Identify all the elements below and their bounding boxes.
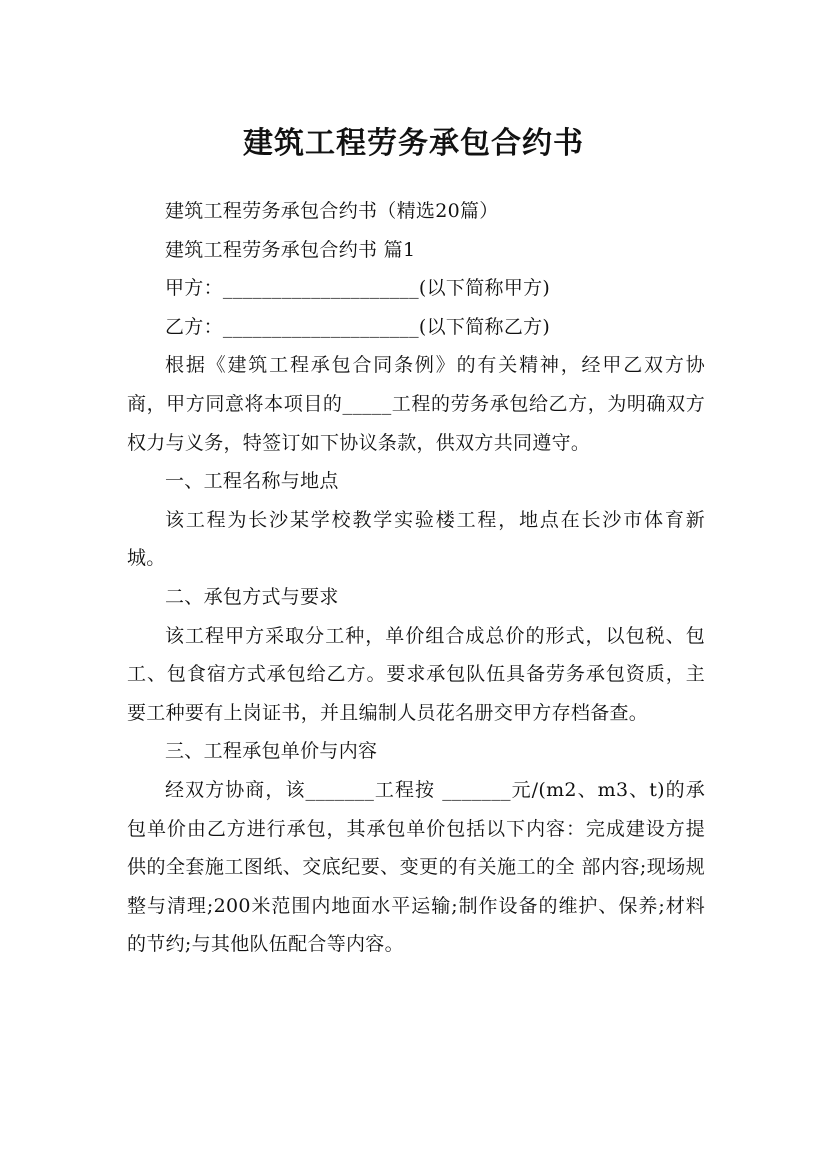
paragraph-section-heading: 建筑工程劳务承包合约书 篇1 bbox=[165, 238, 416, 261]
paragraph-project-location: 该工程为长沙某学校教学实验楼工程，地点在长沙市体育新城。 bbox=[127, 508, 705, 570]
paragraph-preamble: 根据《建筑工程承包合同条例》的有关精神，经甲乙双方协商，甲方同意将本项目的_____工程的劳务承包给乙方，为明确双方权力与义务，特签订如下协议条款，供双方共同遵守。 bbox=[127, 354, 705, 454]
paragraph-contract-method: 该工程甲方采取分工种，单价组合成总价的形式，以包税、包工、包食宿方式承包给乙方。要求承包队伍具备劳务承包资质，主要工种要有上岗证书，并且编制人员花名册交甲方存档备查。 bbox=[127, 624, 705, 724]
paragraph-subtitle: 建筑工程劳务承包合约书（精选20篇） bbox=[165, 200, 499, 222]
paragraph-unit-price-content: 经双方协商，该_______工程按 _______元/(m2、m3、t)的承包单价由乙方进行承包，其承包单价包括以下内容：完成建设方提供的全套施工图纸、交底纪要、变更的有关施工的全 部内容;现场规整与清理;200米范围内地面水平运输;制作设备的维护、保养;材料的节约;与其他队伍配合等内容。 bbox=[127, 778, 705, 956]
heading-project-name-location: 一、工程名称与地点 bbox=[165, 470, 339, 493]
paragraph-party-a: 甲方：____________________(以下简称甲方) bbox=[165, 277, 551, 300]
document-body bbox=[127, 192, 705, 964]
document-title: 建筑工程劳务承包合约书 bbox=[243, 126, 584, 162]
heading-contract-method: 二、承包方式与要求 bbox=[165, 585, 339, 608]
paragraph-party-b: 乙方：____________________(以下简称乙方) bbox=[165, 315, 551, 338]
heading-unit-price-content: 三、工程承包单价与内容 bbox=[165, 740, 378, 763]
